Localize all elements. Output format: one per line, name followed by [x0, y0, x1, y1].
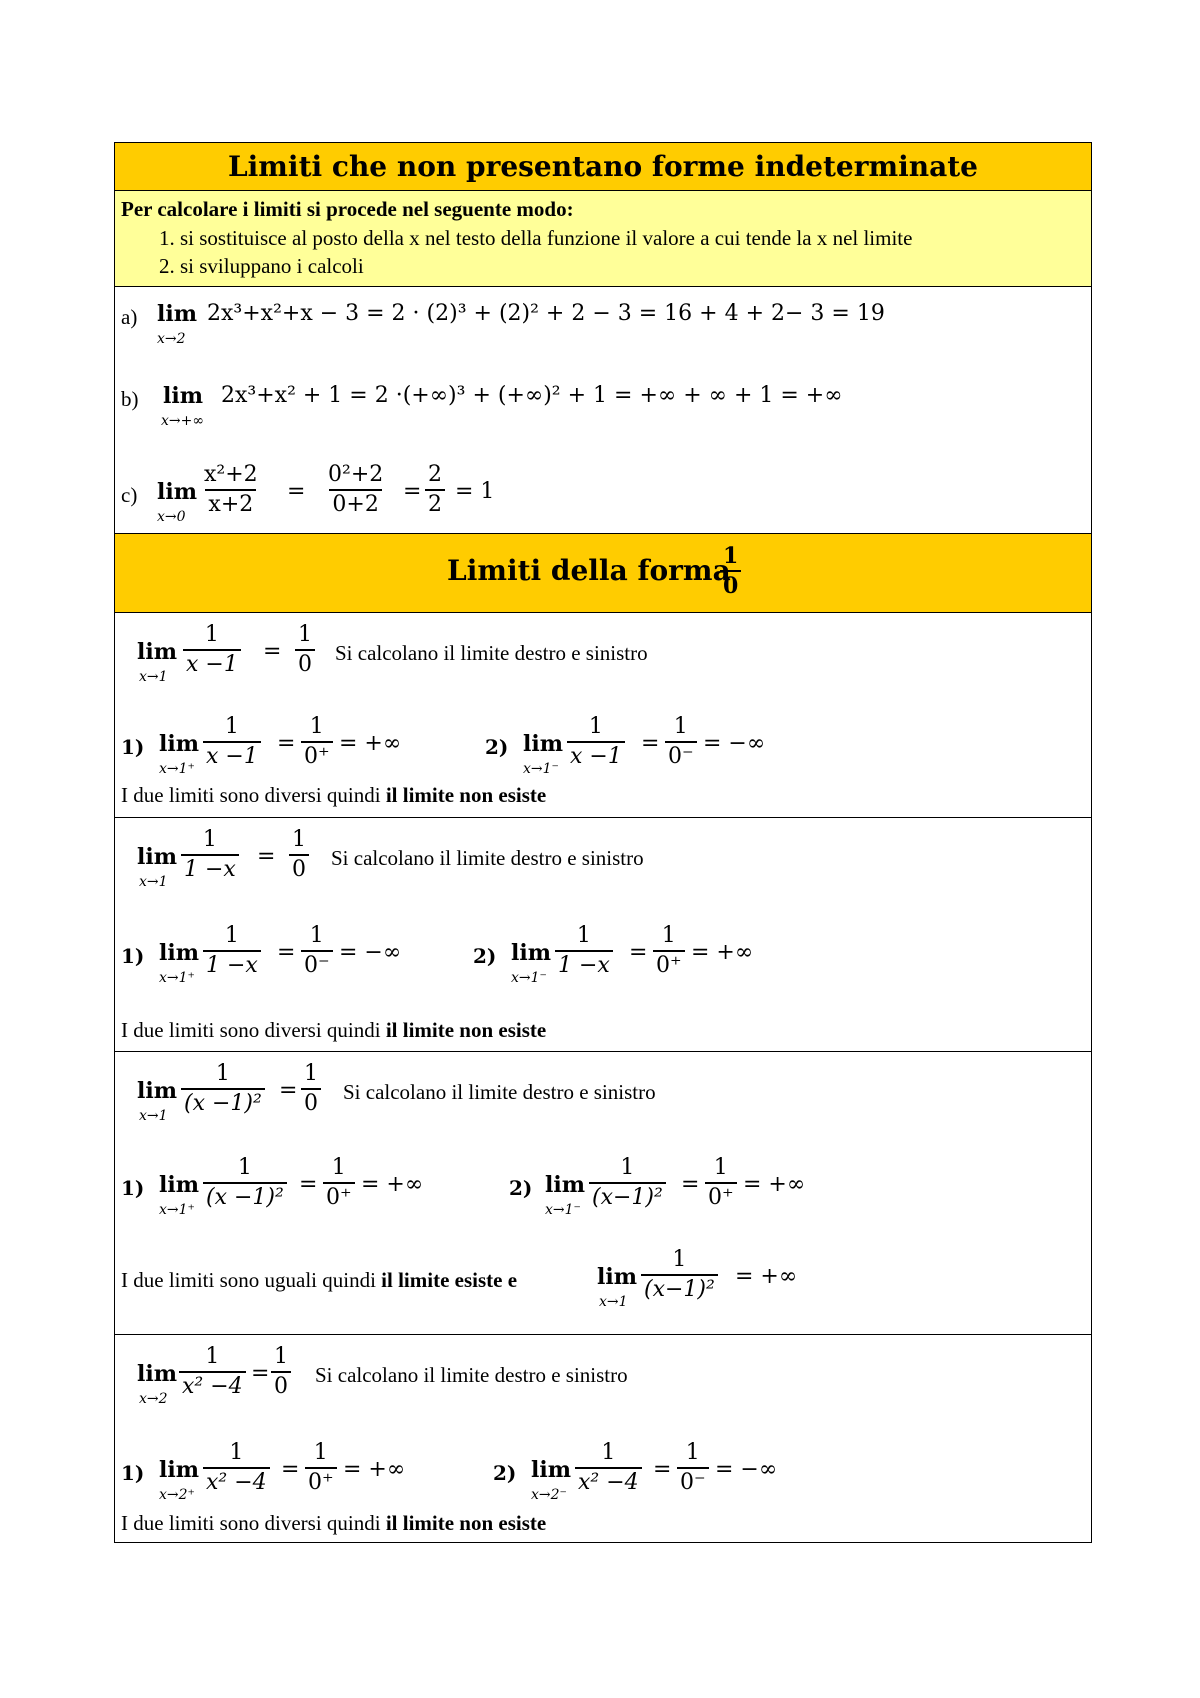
section2-header — [115, 534, 1091, 613]
block3-final-sub: x→1 — [599, 1294, 628, 1310]
block1-fraction: $\frac{1}{x -1}$ — [183, 621, 241, 679]
examples-box — [115, 287, 1091, 534]
block1-equals: = — [263, 639, 282, 664]
instructions-intro: Per calcolare i limiti si procede nel seguente modo: — [121, 197, 574, 221]
block4-sub: x→2 — [139, 1391, 168, 1407]
block4-right-label: 2) — [493, 1461, 517, 1485]
example-a-expression: 2x³+x²+x − 3 = 2 · (2)³ + (2)² + 2 − 3 = 16 + 4 + 2− 3 = 19 — [207, 301, 885, 326]
block2-left-result: = −∞ — [339, 940, 402, 965]
example-c-sub: x→0 — [157, 509, 186, 525]
example-c-equals-2: = — [403, 479, 422, 504]
limits-sheet — [114, 142, 1092, 1543]
block3-conclusion: I due limiti sono uguali quindi il limite esiste e — [121, 1268, 518, 1292]
block1-left-lim: lim — [159, 731, 199, 757]
example-c-label: c) — [121, 483, 138, 507]
block4-result-fraction: $\frac{1}{0}$ — [271, 1343, 291, 1401]
block3-note: Si calcolano il limite destro e sinistro — [343, 1080, 656, 1104]
example-a-lim: lim — [157, 301, 197, 327]
example-b-label: b) — [121, 387, 139, 411]
block1-right-result: = −∞ — [703, 731, 766, 756]
instructions-box — [115, 191, 1091, 287]
limit-block-1 — [115, 613, 1091, 818]
block1-right-sub: x→1⁻ — [523, 761, 559, 777]
block3-result-fraction: $\frac{1}{0}$ — [301, 1060, 321, 1118]
block3-fraction: $\frac{1}{\text{(x −1)²}}$ — [181, 1060, 265, 1118]
block3-left-fraction: $\frac{1}{\text{(x −1)²}}$ — [203, 1154, 287, 1212]
block3-left-result: = +∞ — [361, 1172, 424, 1197]
block1-left-label: 1) — [121, 735, 145, 759]
block4-right-fraction: $\frac{1}{\text{x² −4}}$ — [575, 1439, 642, 1497]
block4-right-equals: = — [653, 1457, 672, 1482]
example-b-lim: lim — [163, 383, 203, 409]
block3-left-equals: = — [299, 1172, 318, 1197]
block4-right-lim: lim — [531, 1457, 571, 1483]
block3-right-sub: x→1⁻ — [545, 1202, 581, 1218]
block2-right-lim: lim — [511, 940, 551, 966]
block3-left-label: 1) — [121, 1176, 145, 1200]
block3-equals: = — [279, 1078, 298, 1103]
block4-left-label: 1) — [121, 1461, 145, 1485]
block2-equals: = — [257, 844, 276, 869]
block2-sub: x→1 — [139, 874, 168, 890]
block4-left-fraction: $\frac{1}{\text{x² −4}}$ — [203, 1439, 270, 1497]
block3-sub: x→1 — [139, 1108, 168, 1124]
block1-right-fraction: $\frac{1}{x -1}$ — [567, 713, 625, 771]
block2-right-fraction: $\frac{1}{1 -x}$ — [555, 922, 613, 980]
block2-right-equals: = — [629, 940, 648, 965]
limit-block-2 — [115, 818, 1091, 1052]
block1-note: Si calcolano il limite destro e sinistro — [335, 641, 648, 665]
block1-conclusion: I due limiti sono diversi quindi il limite non esiste — [121, 783, 547, 807]
block4-note: Si calcolano il limite destro e sinistro — [315, 1363, 628, 1387]
example-c-equals-1: = — [287, 479, 306, 504]
block3-right-lim: lim — [545, 1172, 585, 1198]
block2-right-sub: x→1⁻ — [511, 970, 547, 986]
block4-right-result-fraction: $\frac{1}{0^-}$ — [677, 1439, 709, 1497]
example-a-label: a) — [121, 305, 138, 329]
instructions-step-2: 2. si sviluppano i calcoli — [159, 254, 364, 278]
block3-right-result: = +∞ — [743, 1172, 806, 1197]
block1-left-result: = +∞ — [339, 731, 402, 756]
block2-right-label: 2) — [473, 944, 497, 968]
block3-left-sub: x→1⁺ — [159, 1202, 195, 1218]
block2-right-result-fraction: $\frac{1}{0^+}$ — [653, 922, 685, 980]
block3-final-lim: lim — [597, 1264, 637, 1290]
block2-result-fraction: $\frac{1}{0}$ — [289, 826, 309, 884]
block1-right-lim: lim — [523, 731, 563, 757]
block3-final-result: = +∞ — [735, 1264, 798, 1289]
block3-right-fraction: $\frac{1}{\text{(x−1)²}}$ — [589, 1154, 666, 1212]
block2-conclusion: I due limiti sono diversi quindi il limite non esiste — [121, 1018, 547, 1042]
block3-left-lim: lim — [159, 1172, 199, 1198]
block2-lim: lim — [137, 844, 177, 870]
block4-right-result: = −∞ — [715, 1457, 778, 1482]
block3-final-fraction: $\frac{1}{\text{(x−1)²}}$ — [641, 1246, 718, 1304]
block1-left-result-fraction: $\frac{1}{0^+}$ — [301, 713, 333, 771]
example-a-sub: x→2 — [157, 331, 186, 347]
block2-fraction: $\frac{1}{1 -x}$ — [181, 826, 239, 884]
block4-right-sub: x→2⁻ — [531, 1487, 567, 1503]
block4-equals: = — [251, 1361, 270, 1386]
example-c-fraction-2: $\frac{\text{0²+2}}{0+2}$ — [328, 462, 384, 517]
block2-left-lim: lim — [159, 940, 199, 966]
block2-left-equals: = — [277, 940, 296, 965]
block1-left-fraction: $\frac{1}{x -1}$ — [203, 713, 261, 771]
block4-left-lim: lim — [159, 1457, 199, 1483]
block3-right-label: 2) — [509, 1176, 533, 1200]
block4-left-equals: = — [281, 1457, 300, 1482]
example-c-result: = 1 — [455, 479, 495, 504]
block1-result-fraction: $\frac{1}{0}$ — [295, 621, 315, 679]
example-b-sub: x→+∞ — [161, 413, 205, 429]
section1-title: Limiti che non presentano forme indeterminate — [227, 150, 978, 183]
block1-sub: x→1 — [139, 669, 168, 685]
limit-block-4 — [115, 1335, 1091, 1542]
block3-right-equals: = — [681, 1172, 700, 1197]
section1-header — [115, 143, 1091, 191]
block4-lim: lim — [137, 1361, 177, 1387]
block1-right-equals: = — [641, 731, 660, 756]
block4-left-sub: x→2⁺ — [159, 1487, 195, 1503]
block4-left-result: = +∞ — [343, 1457, 406, 1482]
example-b-expression: 2x³+x² + 1 = 2 ·(+∞)³ + (+∞)² + 1 = +∞ + ∞ + 1 = +∞ — [221, 383, 843, 408]
block2-right-result: = +∞ — [691, 940, 754, 965]
block1-right-result-fraction: $\frac{1}{0^-}$ — [665, 713, 697, 771]
block4-fraction: $\frac{1}{\text{x² −4}}$ — [179, 1343, 246, 1401]
block2-left-sub: x→1⁺ — [159, 970, 195, 986]
block2-note: Si calcolano il limite destro e sinistro — [331, 846, 644, 870]
block3-right-result-fraction: $\frac{1}{0^+}$ — [705, 1154, 737, 1212]
block3-lim: lim — [137, 1078, 177, 1104]
block1-right-label: 2) — [485, 735, 509, 759]
section2-title: Limiti della forma — [447, 554, 731, 587]
example-c-lim: lim — [157, 479, 197, 505]
block4-left-result-fraction: $\frac{1}{0^+}$ — [305, 1439, 337, 1497]
block4-conclusion: I due limiti sono diversi quindi il limite non esiste — [121, 1511, 547, 1535]
block3-left-result-fraction: $\frac{1}{0^+}$ — [323, 1154, 355, 1212]
limit-block-3 — [115, 1052, 1091, 1335]
block2-left-label: 1) — [121, 944, 145, 968]
example-c-fraction-1: $\frac{\text{x²+2}}{x+2}$ — [204, 462, 258, 517]
block1-left-sub: x→1⁺ — [159, 761, 195, 777]
block1-left-equals: = — [277, 731, 296, 756]
block1-lim: lim — [137, 639, 177, 665]
block2-left-fraction: $\frac{1}{1 -x}$ — [203, 922, 261, 980]
instructions-step-1: 1. si sostituisce al posto della x nel testo della funzione il valore a cui tende la x nel limite — [159, 226, 913, 250]
example-c-fraction-3: $\frac{2}{2}$ — [425, 461, 445, 519]
block2-left-result-fraction: $\frac{1}{0^-}$ — [301, 922, 333, 980]
section2-title-fraction: $\frac{1}{0}$ — [720, 542, 741, 600]
